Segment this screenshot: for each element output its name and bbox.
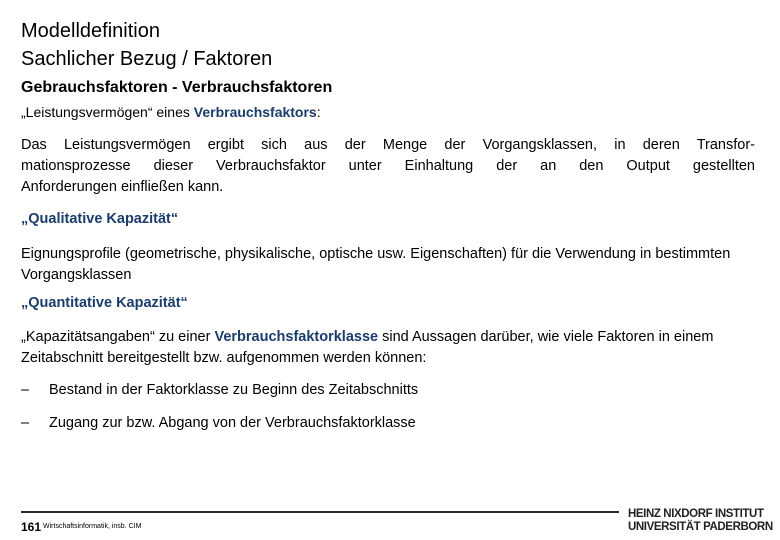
bullet-item xyxy=(21,413,416,433)
quantitative-suffix: sind Aussagen darüber, wie viele Faktoren in einem Zeitabschnitt bereitgestellt bzw. aufgenommen werden können: xyxy=(21,329,714,366)
heading-quantitative-capacity: „Quantitative Kapazität“ xyxy=(21,295,188,311)
institute-logo-line1: HEINZ NIXDORF INSTITUT xyxy=(628,508,764,520)
bullet-text: Zugang zur bzw. Abgang von der Verbrauchsfaktorklasse xyxy=(49,415,416,431)
quantitative-prefix: „Kapazitätsangaben“ zu einer xyxy=(21,329,215,345)
paragraph-quantitative xyxy=(21,327,755,369)
slide-title-line1: Modelldefinition xyxy=(21,20,160,42)
paragraph-line: Anforderungen einfließen kann. xyxy=(21,179,224,195)
slide-title-line2: Sachlicher Bezug / Faktoren xyxy=(21,48,273,70)
bullet-text: Bestand in der Faktorklasse zu Beginn des Zeitabschnitts xyxy=(49,382,419,398)
institute-logo-line2: UNIVERSITÄT PADERBORN xyxy=(628,521,773,533)
paragraph-leistungsvermoegen xyxy=(21,135,755,198)
intro-prefix: „Leistungsvermögen“ eines xyxy=(21,104,194,120)
quantitative-highlight: Verbrauchsfaktorklasse xyxy=(214,329,379,345)
footer-course: Wirtschaftsinformatik, insb. CIM xyxy=(43,523,142,530)
intro-suffix: : xyxy=(316,104,321,120)
paragraph-line: mationsprozesse dieser Verbrauchsfaktor unter Einhaltung der an den Output gestellten xyxy=(21,158,755,174)
paragraph-qualitative: Eignungsprofile (geometrische, physikalische, optische usw. Eigenschaften) für die Verwendung in bestimmten Vorgangsklassen xyxy=(21,246,731,283)
bullet-item xyxy=(21,380,418,400)
paragraph-line: Das Leistungsvermögen ergibt sich aus der Menge der Vorgangsklassen, in deren Transfor- xyxy=(21,137,755,153)
intro-highlight: Verbrauchsfaktors xyxy=(193,104,317,120)
footer-divider xyxy=(21,511,619,513)
page-number: 161 xyxy=(21,520,42,534)
bullet-dash: – xyxy=(21,415,30,431)
bullet-dash: – xyxy=(21,382,30,398)
heading-qualitative-capacity: „Qualitative Kapazität“ xyxy=(21,211,179,227)
intro-line xyxy=(21,103,321,121)
slide-subtitle: Gebrauchsfaktoren - Verbrauchsfaktoren xyxy=(21,79,333,96)
